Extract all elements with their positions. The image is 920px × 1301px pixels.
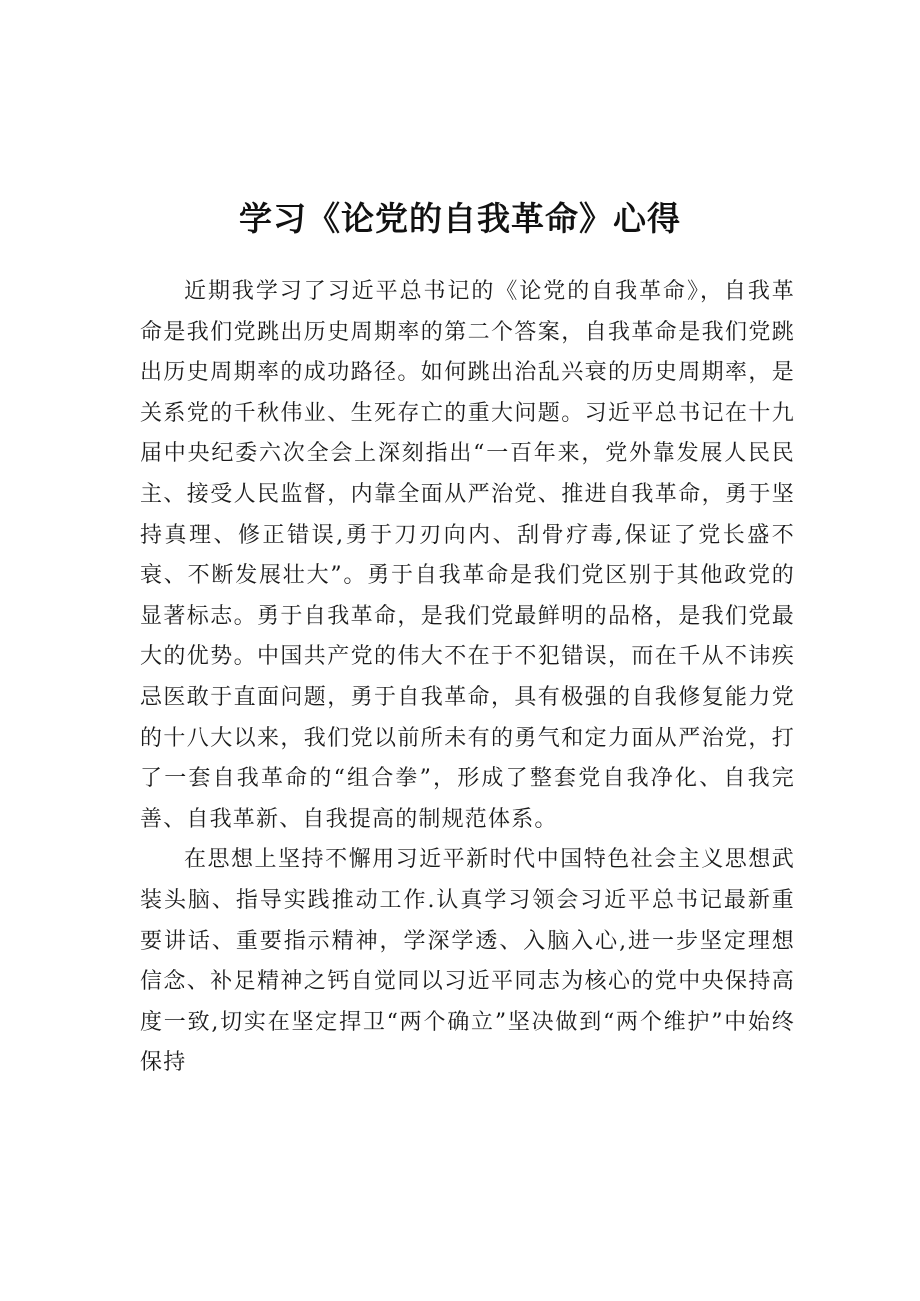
paragraph-1: 近期我学习了习近平总书记的《论党的自我革命》，自我革命是我们党跳出历史周期率的第二个答案，自我革命是我们党跳出历史周期率的成功路径。如何跳出治乱兴衰的历史周期率，是关系党的千秋伟业、生死存亡的重大问题。习近平总书记在十九届中央纪委六次全会上深刻指出“一百年来，党外靠发展人民民主、接受人民监督，内靠全面从严治党、推进自我革命，勇于坚持真理、修正错误,勇于刀刃向内、刮骨疗毒,保证了党长盛不衰、不断发展壮大”。勇于自我革命是我们党区别于其他政党的显著标志。勇于自我革命，是我们党最鲜明的品格，是我们党最大的优势。中国共产党的伟大不在于不犯错误，而在千从不讳疾忌医敢于直面问题，勇于自我革命，具有极强的自我修复能力党的十八大以来，我们党以前所未有的勇气和定力面从严治党，打了一套自我革命的“组合拳”，形成了整套党自我净化、自我完善、自我革新、自我提高的制规范体系。 (140, 279, 795, 832)
document-title: 学习《论党的自我革命》心得 (239, 199, 681, 239)
paragraph-2: 在思想上坚持不懈用习近平新时代中国特色社会主义思想武装头脑、指导实践推动工作.认真学习领会习近平总书记最新重要讲话、重要指示精神，学深学透、入脑入心,进一步坚定理想信念、补足精神之钙自觉同以习近平同志为核心的党中央保持高度一致,切实在坚定捍卫“两个确立”坚决做到“两个维护”中始终保持 (140, 847, 795, 1076)
document-body (140, 272, 795, 1084)
